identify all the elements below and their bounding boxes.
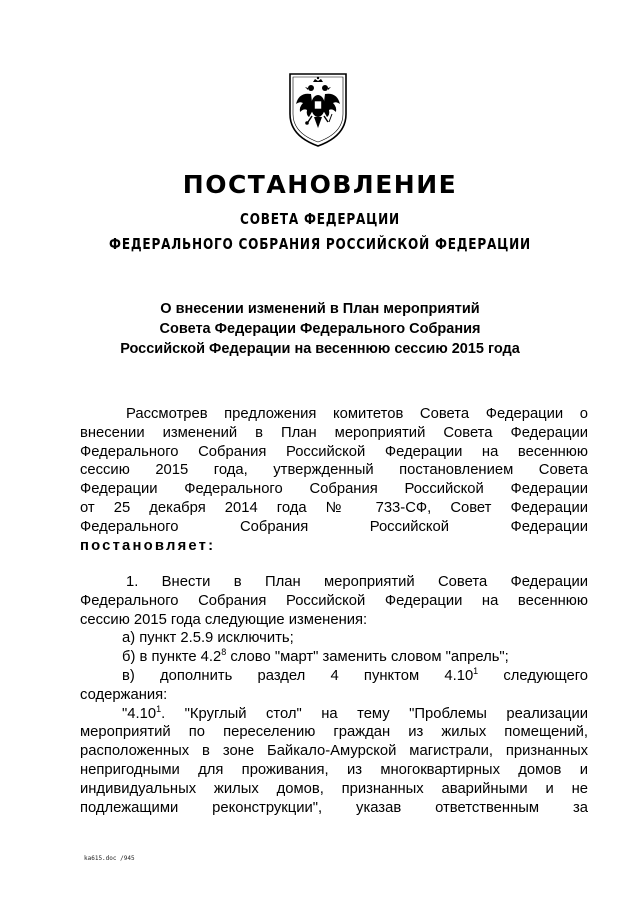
quoted-item-first-line: "4.10$^1$. "Круглый стол" на тему "Проблемы реализации [122, 703, 588, 722]
document-code: ka615.doc /945 [84, 855, 135, 862]
text-line: Федерации Федерального Собрания Российской Федерации [80, 481, 588, 498]
subitem-c: в) дополнить раздел 4 пунктом 4.10$^1$ следующего [122, 665, 588, 684]
text-line: Федерального Собрания Российской Федерации [80, 518, 588, 535]
text-line: сессию 2015 года следующие изменения: [80, 611, 368, 628]
text-line: сессию 2015 года, утвержденный постановлением Совета [80, 462, 588, 479]
double-headed-eagle-icon [286, 70, 350, 150]
text-line: индивидуальных жилых домов, признанных аварийными и не [80, 780, 588, 797]
document-title: ПОСТАНОВЛЕНИЕ [182, 170, 458, 199]
resolution-subject [0, 299, 640, 359]
issuer-line-2: ФЕДЕРАЛЬНОГО СОБРАНИЯ РОССИЙСКОЙ ФЕДЕРАЦИИ [109, 235, 531, 253]
text-line: Рассмотрев предложения комитетов Совета Федерации о [126, 406, 588, 422]
text-line: Федерального Собрания Российской Федерации на весеннюю [80, 443, 588, 460]
issuer-line-1: СОВЕТА ФЕДЕРАЦИИ [240, 210, 400, 228]
text-line: подлежащими реконструкции", указав ответственным за [80, 799, 588, 816]
subject-line: Российской Федерации на весеннюю сессию 2015 года [120, 341, 520, 357]
text-line: содержания: [80, 686, 168, 703]
text-line: 1. Внести в План мероприятий Совета Федерации [126, 574, 588, 590]
text-line: внесении изменений в План мероприятий Совета Федерации [80, 424, 588, 441]
subject-line: О внесении изменений в План мероприятий [160, 301, 480, 317]
resolves-word: постановляет: [80, 537, 216, 554]
text-line: мероприятий по переселению граждан из жилых помещений, [80, 724, 588, 741]
text-line: непригодными для проживания, из многоквартирных домов и [80, 761, 588, 778]
subject-line: Совета Федерации Федерального Собрания [159, 321, 481, 337]
subitem-b: б) в пункте $4.2^8$ слово "март" заменить словом "апрель"; [122, 647, 509, 666]
item-1-paragraph [80, 573, 588, 817]
text-line: Федерального Собрания Российской Федерации на весеннюю [80, 592, 588, 609]
subitem-a: а) пункт 2.5.9 исключить; [122, 630, 294, 647]
preamble-paragraph [80, 405, 588, 555]
coat-of-arms-emblem [286, 70, 350, 150]
text-line: от 25 декабря 2014 года № 733-СФ, Совет Федерации [80, 499, 588, 516]
text-line: расположенных в зоне Байкало-Амурской магистрали, признанных [80, 743, 588, 760]
